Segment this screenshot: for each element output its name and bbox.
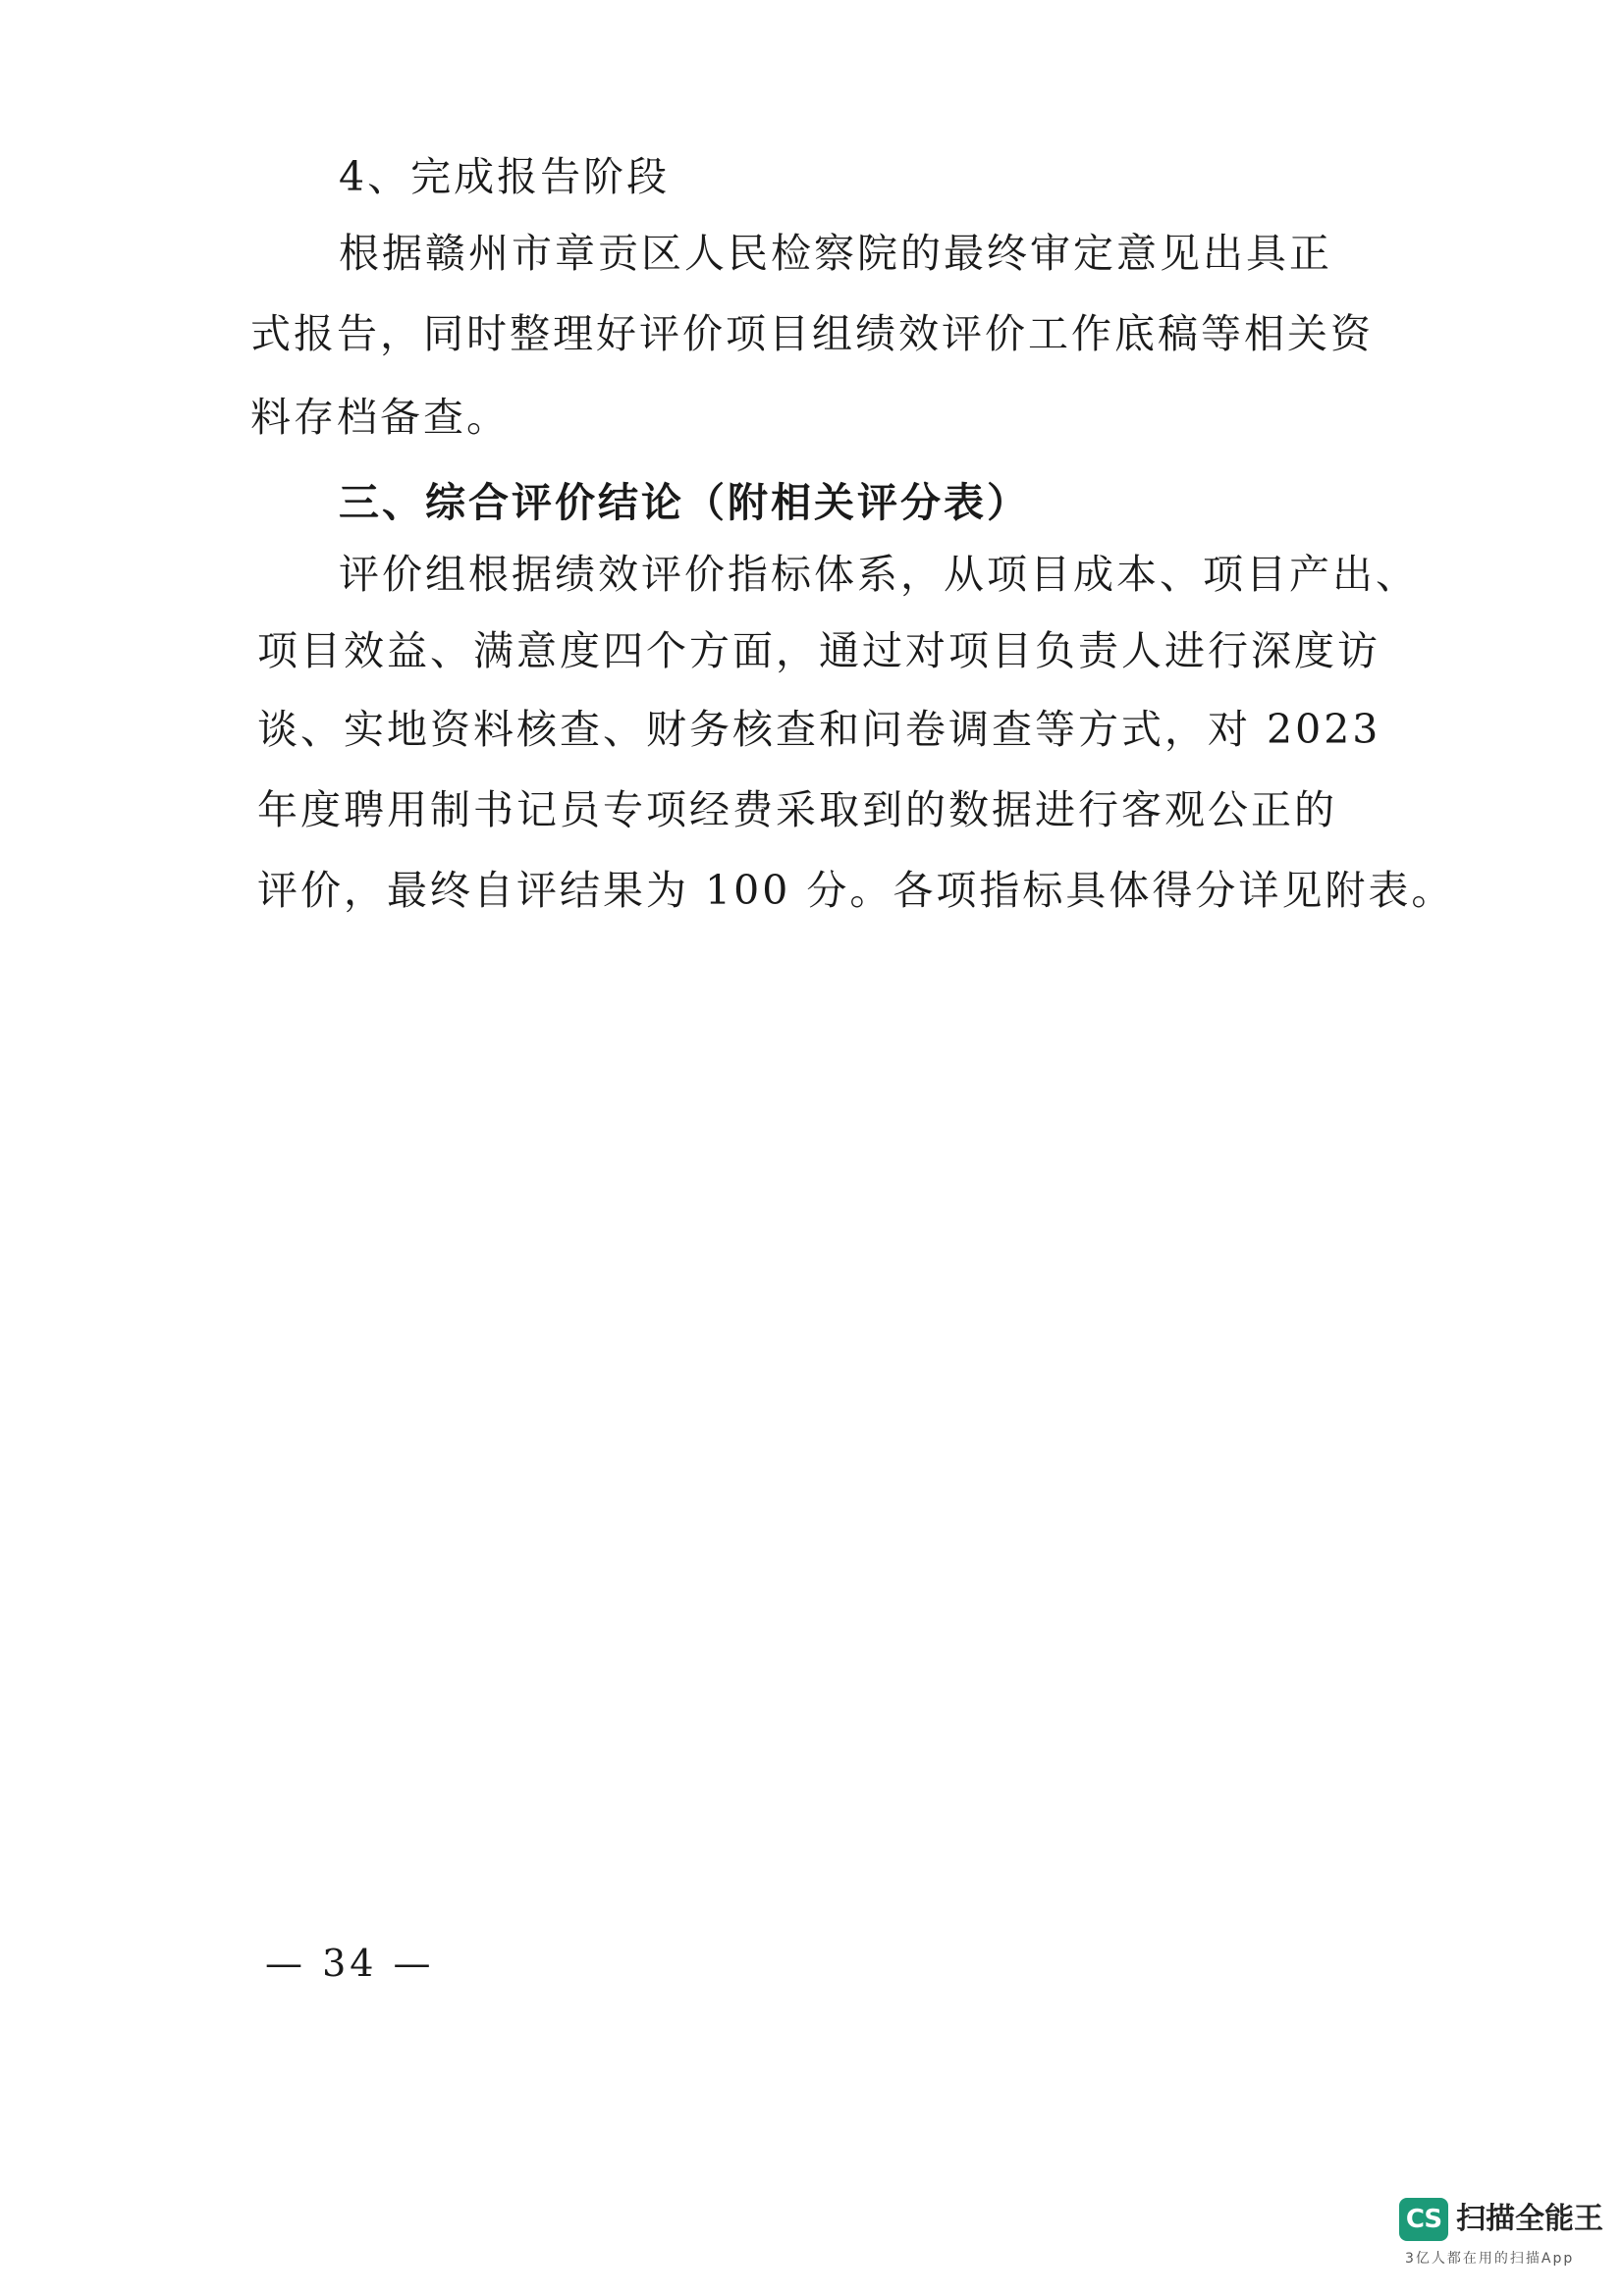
section-4-paragraph-line-1: 根据赣州市章贡区人民检察院的最终审定意见出具正 [339, 230, 1332, 277]
section-3-paragraph-line-5: 评价，最终自评结果为 100 分。各项指标具体得分详见附表。 [257, 867, 1455, 914]
section-3-paragraph-line-3: 谈、实地资料核查、财务核查和问卷调查等方式，对 2023 [257, 706, 1381, 753]
page-number: — 34 — [265, 1942, 435, 1985]
watermark-tagline: 3亿人都在用的扫描App [1405, 2251, 1575, 2267]
section-4-paragraph-line-3: 料存档备查。 [250, 394, 510, 441]
section-3-paragraph-line-1: 评价组根据绩效评价指标体系，从项目成本、项目产出、 [339, 551, 1419, 598]
scanner-watermark [1399, 2198, 1603, 2276]
section-3-paragraph-line-2: 项目效益、满意度四个方面，通过对项目负责人进行深度访 [257, 627, 1380, 674]
camscanner-logo-icon: CS [1399, 2198, 1448, 2241]
section-4-heading: 4、完成报告阶段 [339, 153, 671, 200]
section-3-paragraph-line-4: 年度聘用制书记员专项经费采取到的数据进行客观公正的 [257, 786, 1337, 833]
section-3-heading: 三、综合评价结论（附相关评分表） [339, 479, 1030, 526]
watermark-app-name: 扫描全能王 [1456, 2202, 1603, 2236]
section-4-paragraph-line-2: 式报告，同时整理好评价项目组绩效评价工作底稿等相关资 [250, 310, 1374, 357]
